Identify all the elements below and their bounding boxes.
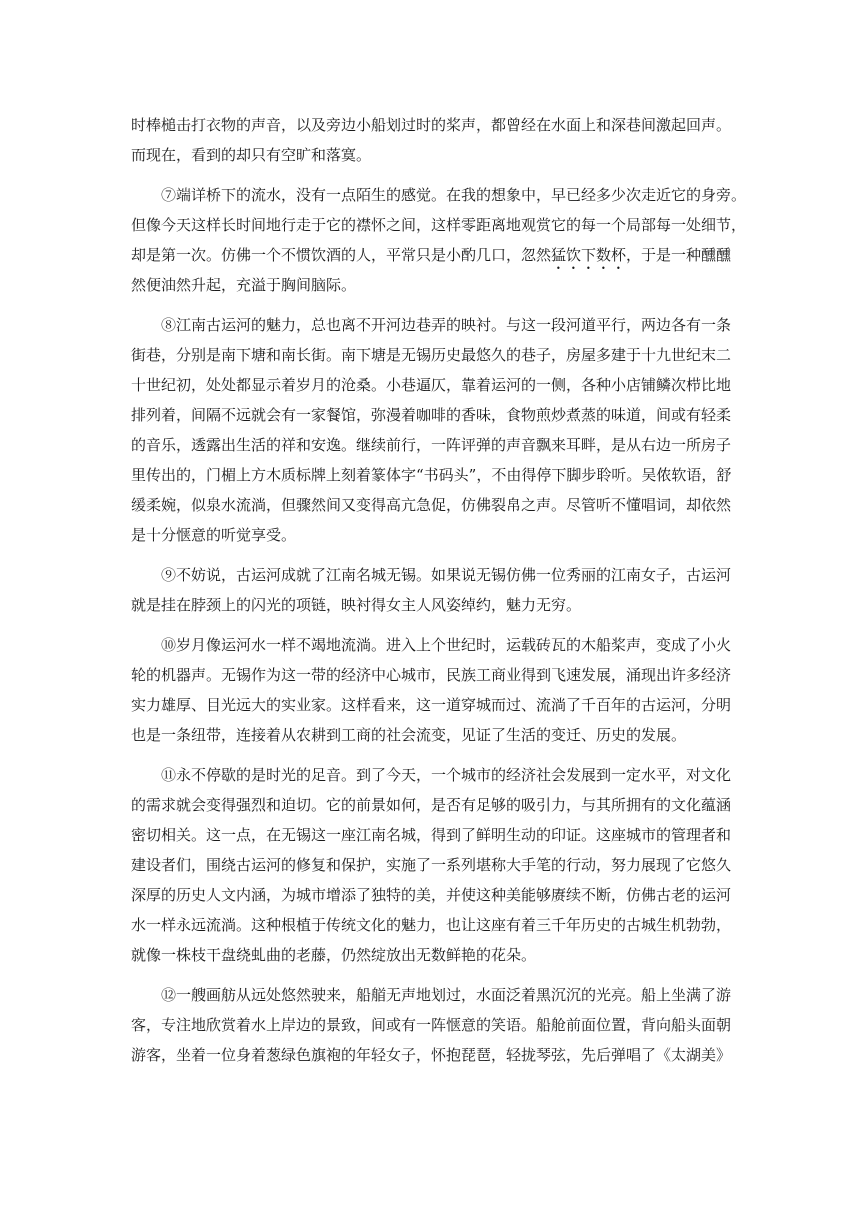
paragraph-line [131,590,731,620]
paragraph-line [131,1010,731,1040]
paragraph-line [131,690,731,720]
line-text: 水一样永远流淌。这种根植于传统文化的魅力，也让这座有着三千年历史的古城生机勃勃， [131,916,732,934]
line-text: 然便油然升起，充溢于胸间脑际。 [131,276,357,294]
paragraph-line [131,140,731,170]
paragraph-line [131,940,731,970]
line-text: 的音乐，透露出生活的祥和安逸。继续前行，一阵评弹的声音飘来耳畔，是从右边一所房子 [131,436,732,454]
paragraph-line [131,660,731,690]
line-text: 建设者们，围绕古运河的修复和保护，实施了一系列堪称大手笔的行动，努力展现了它悠久 [131,856,732,874]
paragraph-line [161,560,731,590]
line-text: 游客，坐着一位身着葱绿色旗袍的年轻女子，怀抱琵琶，轻拢琴弦，先后弹唱了《太湖美》 [131,1046,732,1064]
paragraph-line [131,340,731,370]
paragraph-line [131,400,731,430]
paragraph-line [161,310,731,340]
paragraph-line [131,270,731,300]
line-text: 就像一株枝干盘绕虬曲的老藤，仍然绽放出无数鲜艳的花朵。 [131,946,537,964]
line-text: 是十分惬意的听觉享受。 [131,526,297,544]
line-text: 密切相关。这一点，在无锡这一座江南名城，得到了鲜明生动的印证。这座城市的管理者和 [131,826,732,844]
line-text: 也是一条纽带，连接着从农耕到工商的社会流变，见证了生活的变迁、历史的发展。 [131,726,687,744]
line-text: 排列着，间隔不远就会有一家餐馆，弥漫着咖啡的香味，食物煎炒煮蒸的味道，间或有轻柔 [131,406,732,424]
paragraph-line [161,180,747,210]
paragraph-line [131,790,731,820]
line-text: ⑫一艘画舫从远处悠然驶来，船艏无声地划过，水面泛着黑沉沉的光亮。船上坐满了游 [161,986,732,1004]
line-text: ⑦端详桥下的流水，没有一点陌生的感觉。在我的想象中，早已经多少次走近它的身旁。 [161,186,747,204]
paragraph-line [131,720,731,750]
paragraph-line [131,490,731,520]
line-text: ⑪永不停歇的是时光的足音。到了今天，一个城市的经济社会发展到一定水平，对文化 [161,766,732,784]
paragraph-line [131,370,731,400]
paragraph-line [131,820,731,850]
line-text: 实力雄厚、目光远大的实业家。这样看来，这一道穿城而过、流淌了千百年的古运河，分明 [131,696,732,714]
paragraph-line [161,760,731,790]
paragraph-line [131,110,731,140]
paragraph-line [131,430,731,460]
line-text: 但像今天这样长时间地行走于它的襟怀之间，这样零距离地观赏它的每一个局部每一处细节， [131,216,747,234]
line-text: ⑨不妨说，古运河成就了江南名城无锡。如果说无锡仿佛一位秀丽的江南女子，古运河 [161,566,732,584]
line-text: 深厚的历史人文内涵，为城市增添了独特的美，并使这种美能够赓续不断，仿佛古老的运河 [131,886,732,904]
line-text: 街巷，分别是南下塘和南长街。南下塘是无锡历史最悠久的巷子，房屋多建于十九世纪末二 [131,346,732,364]
line-text: ⑧江南古运河的魅力，总也离不开河边巷弄的映衬。与这一段河道平行，两边各有一条 [161,316,732,334]
paragraph-line [131,210,747,240]
paragraph-line [131,880,731,910]
emphasized-phrase: 猛饮下数杯 [551,246,627,264]
paragraph-line [131,240,731,270]
line-text: 就是挂在脖颈上的闪光的项链，映衬得女主人风姿绰约，魅力无穷。 [131,596,582,614]
paragraph-line [131,910,731,940]
paragraph-line [131,520,731,550]
line-text: ⑩岁月像运河水一样不竭地流淌。进入上个世纪时，运载砖瓦的木船桨声，变成了小火 [161,636,732,654]
line-text: 却是第一次。仿佛一个不惯饮酒的人，平常只是小酌几口，忽然 [131,246,552,264]
paragraph-line [131,850,731,880]
line-text: 十世纪初，处处都显示着岁月的沧桑。小巷逼仄，靠着运河的一侧，各种小店铺鳞次栉比地 [131,376,732,394]
line-text: 客，专注地欣赏着水上岸边的景致，间或有一阵惬意的笑语。船舱前面位置，背向船头面朝 [131,1016,732,1034]
paragraph-line [131,460,731,490]
line-text: 缓柔婉，似泉水流淌，但骤然间又变得高亢急促，仿佛裂帛之声。尽管听不懂唱词，却依然 [131,496,732,514]
line-text: 的需求就会变得强烈和迫切。它的前景如何，是否有足够的吸引力，与其所拥有的文化蕴涵 [131,796,732,814]
line-text: 时棒槌击打衣物的声音，以及旁边小船划过时的桨声，都曾经在水面上和深巷间激起回声。 [131,116,732,134]
line-text: 而现在，看到的却只有空旷和落寞。 [131,146,372,164]
paragraph-line [161,980,731,1010]
paragraph-line [161,630,731,660]
line-text: 里传出的，门楣上方木质标牌上刻着篆体字“书码头”，不由得停下脚步聆听。吴侬软语，舒 [131,466,732,484]
line-text-continued: ，于是一种醺醺 [626,246,732,264]
line-text: 轮的机器声。无锡作为这一带的经济中心城市，民族工商业得到飞速发展，涌现出许多经济 [131,666,732,684]
paragraph-line [131,1040,731,1070]
